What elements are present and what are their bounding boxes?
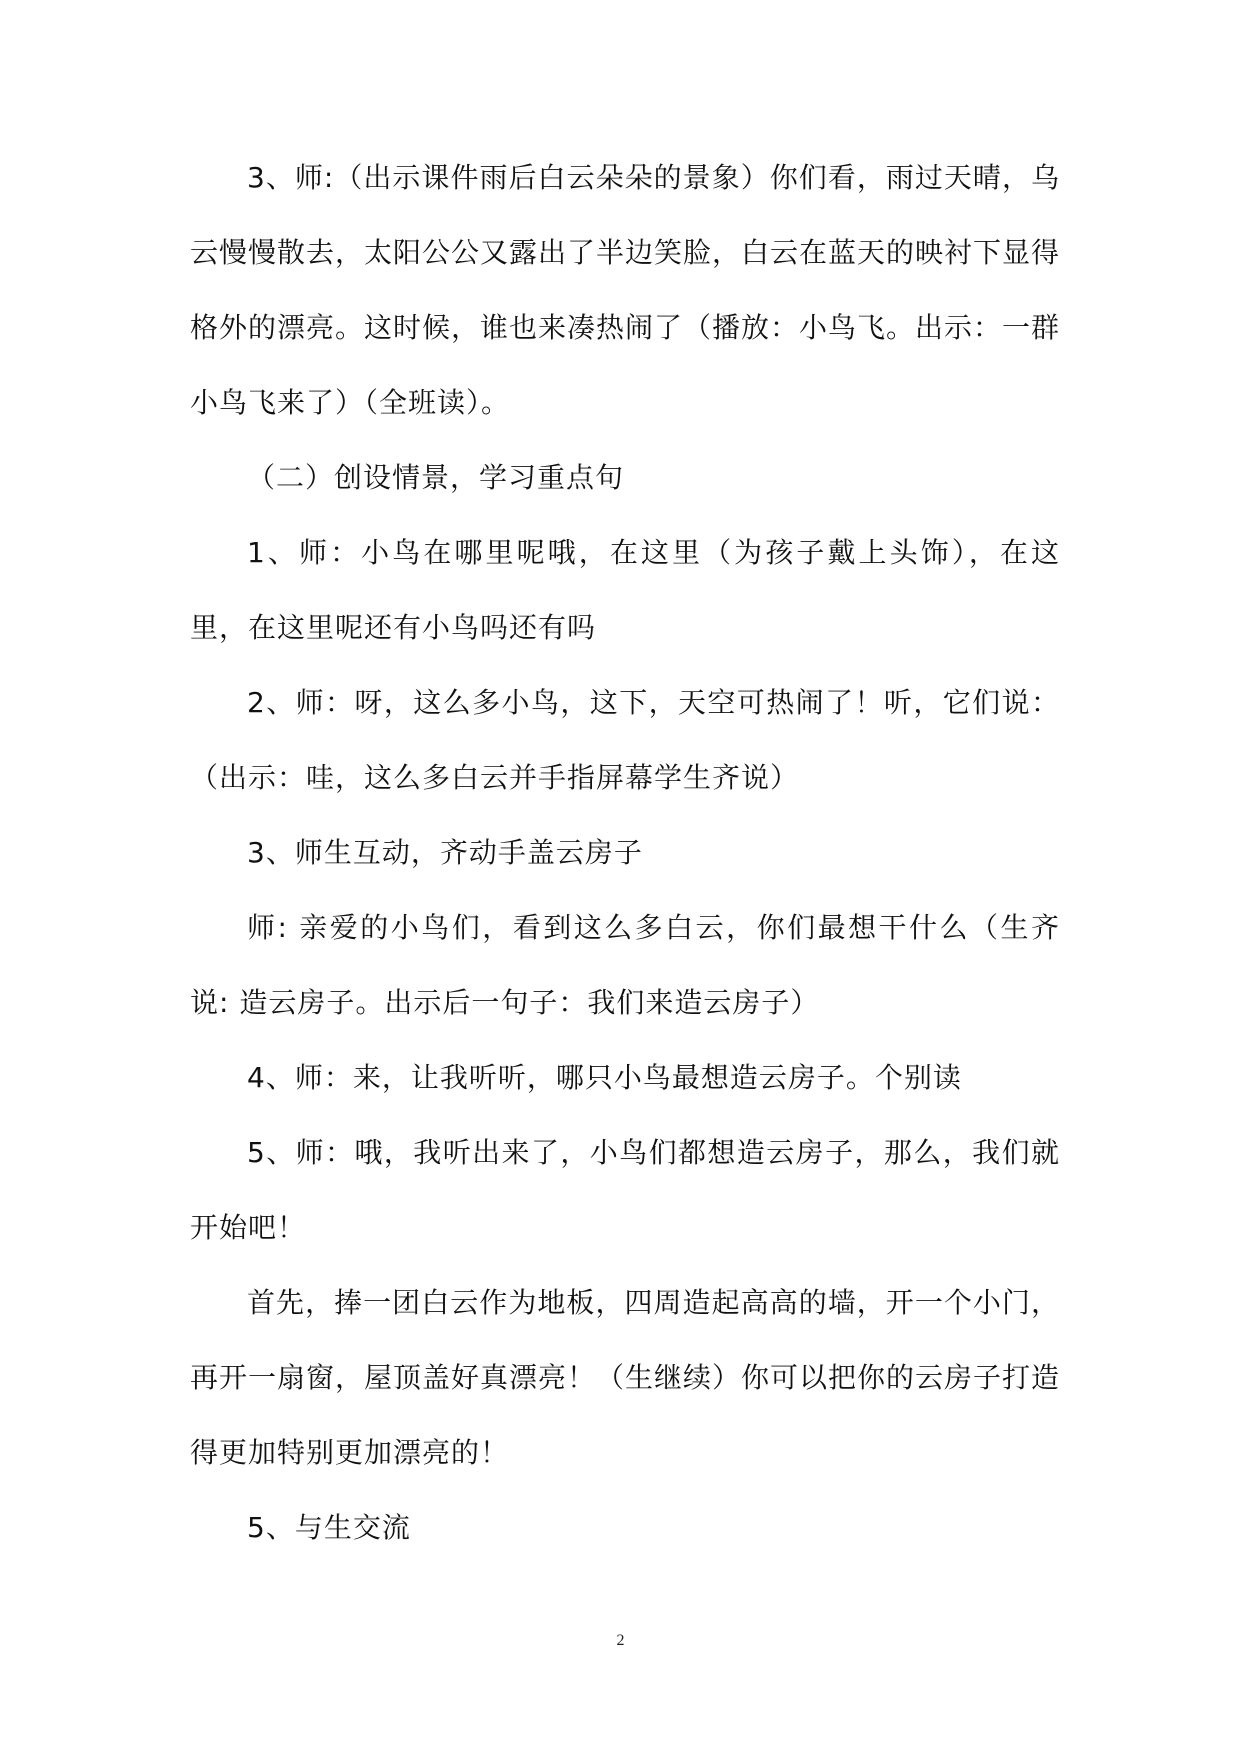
paragraph-item-2-many-birds: 2、师：呀，这么多小鸟，这下，天空可热闹了！听，它们说：（出示：哇，这么多白云并手指屏幕学生齐说）: [190, 686, 1060, 794]
document-body: [190, 140, 1060, 1565]
paragraph-item-3-interaction: 3、师生互动，齐动手盖云房子: [247, 836, 643, 869]
paragraph-item-4-listen: 4、师：来，让我听听，哪只小鸟最想造云房子。个别读: [247, 1061, 962, 1094]
paragraph-item-3-cloud-scene: 3、师:（出示课件雨后白云朵朵的景象）你们看，雨过天晴，乌云慢慢散去，太阳公公又露出了半边笑脸，白云在蓝天的映衬下显得格外的漂亮。这时候，谁也来凑热闹了（播放：小鸟飞。出示：一群小鸟飞来了）（全班读）。: [190, 161, 1061, 419]
paragraph-item-5-start: 5、师：哦，我听出来了，小鸟们都想造云房子，那么，我们就开始吧！: [190, 1136, 1060, 1244]
paragraph-build-house: 首先，捧一团白云作为地板，四周造起高高的墙，开一个小门，再开一扇窗，屋顶盖好真漂亮！（生继续）你可以把你的云房子打造得更加特别更加漂亮的！: [190, 1286, 1061, 1469]
paragraph-item-5-exchange: 5、与生交流: [247, 1511, 411, 1544]
paragraph-teacher-question: 师: 亲爱的小鸟们，看到这么多白云，你们最想干什么（生齐说: 造云房子。出示后一句子：我们来造云房子）: [190, 911, 1060, 1019]
section-heading-create-scene: （二）创设情景，学习重点句: [247, 461, 625, 494]
paragraph-item-1-where-birds: 1、师：小鸟在哪里呢哦，在这里（为孩子戴上头饰），在这里，在这里呢还有小鸟吗还有吗: [190, 536, 1060, 644]
page-number: 2: [616, 1632, 625, 1649]
